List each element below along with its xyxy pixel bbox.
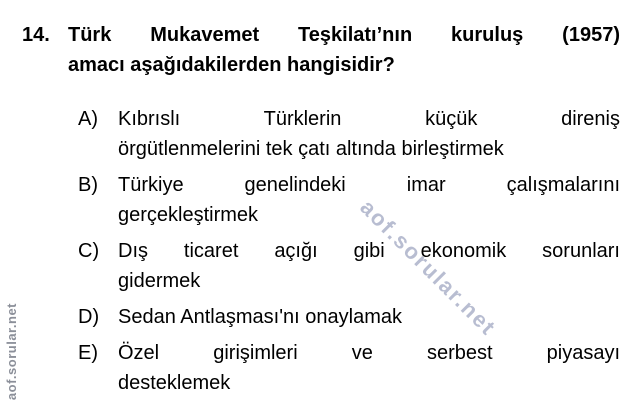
option-e — [78, 338, 622, 398]
option-e-letter: E) — [78, 342, 98, 364]
option-text-line: Türkiye genelindeki imar çalışmalarını — [118, 174, 620, 196]
option-text-line: örgütlenmelerini tek çatı altında birleştirmek — [118, 138, 504, 160]
question-number: 14. — [22, 24, 50, 46]
option-b-letter: B) — [78, 174, 98, 196]
question-text-line: amacı aşağıdakilerden hangisidir? — [68, 54, 395, 76]
option-d-text — [118, 302, 620, 332]
option-c — [78, 236, 622, 296]
option-a-text — [118, 104, 620, 164]
site-watermark-vertical: aof.sorular.net — [4, 302, 19, 400]
question-text — [68, 20, 620, 80]
option-text-line: Özel girişimleri ve serbest piyasayı — [118, 342, 620, 364]
option-d — [78, 302, 622, 332]
question-row — [22, 20, 622, 80]
option-text-line: gerçekleştirmek — [118, 204, 259, 226]
option-b — [78, 170, 622, 230]
option-a — [78, 104, 622, 164]
option-text-line: gidermek — [118, 270, 201, 292]
option-c-letter: C) — [78, 240, 100, 262]
site-watermark-diagonal: aof.sorular.net — [355, 194, 502, 341]
question-block — [22, 20, 622, 404]
option-c-text — [118, 236, 620, 296]
option-a-letter: A) — [78, 108, 98, 130]
question-text-line: Türk Mukavemet Teşkilatı’nın kuruluş (1957) — [68, 24, 620, 46]
options-list — [78, 104, 622, 398]
option-text-line: Kıbrıslı Türklerin küçük direniş — [118, 108, 620, 130]
option-text-line: desteklemek — [118, 372, 231, 394]
option-text-line: Dış ticaret açığı gibi ekonomik sorunları — [118, 240, 620, 262]
option-b-text — [118, 170, 620, 230]
option-d-letter: D) — [78, 306, 100, 328]
option-e-text — [118, 338, 620, 398]
option-text-line: Sedan Antlaşması'nı onaylamak — [118, 306, 402, 328]
